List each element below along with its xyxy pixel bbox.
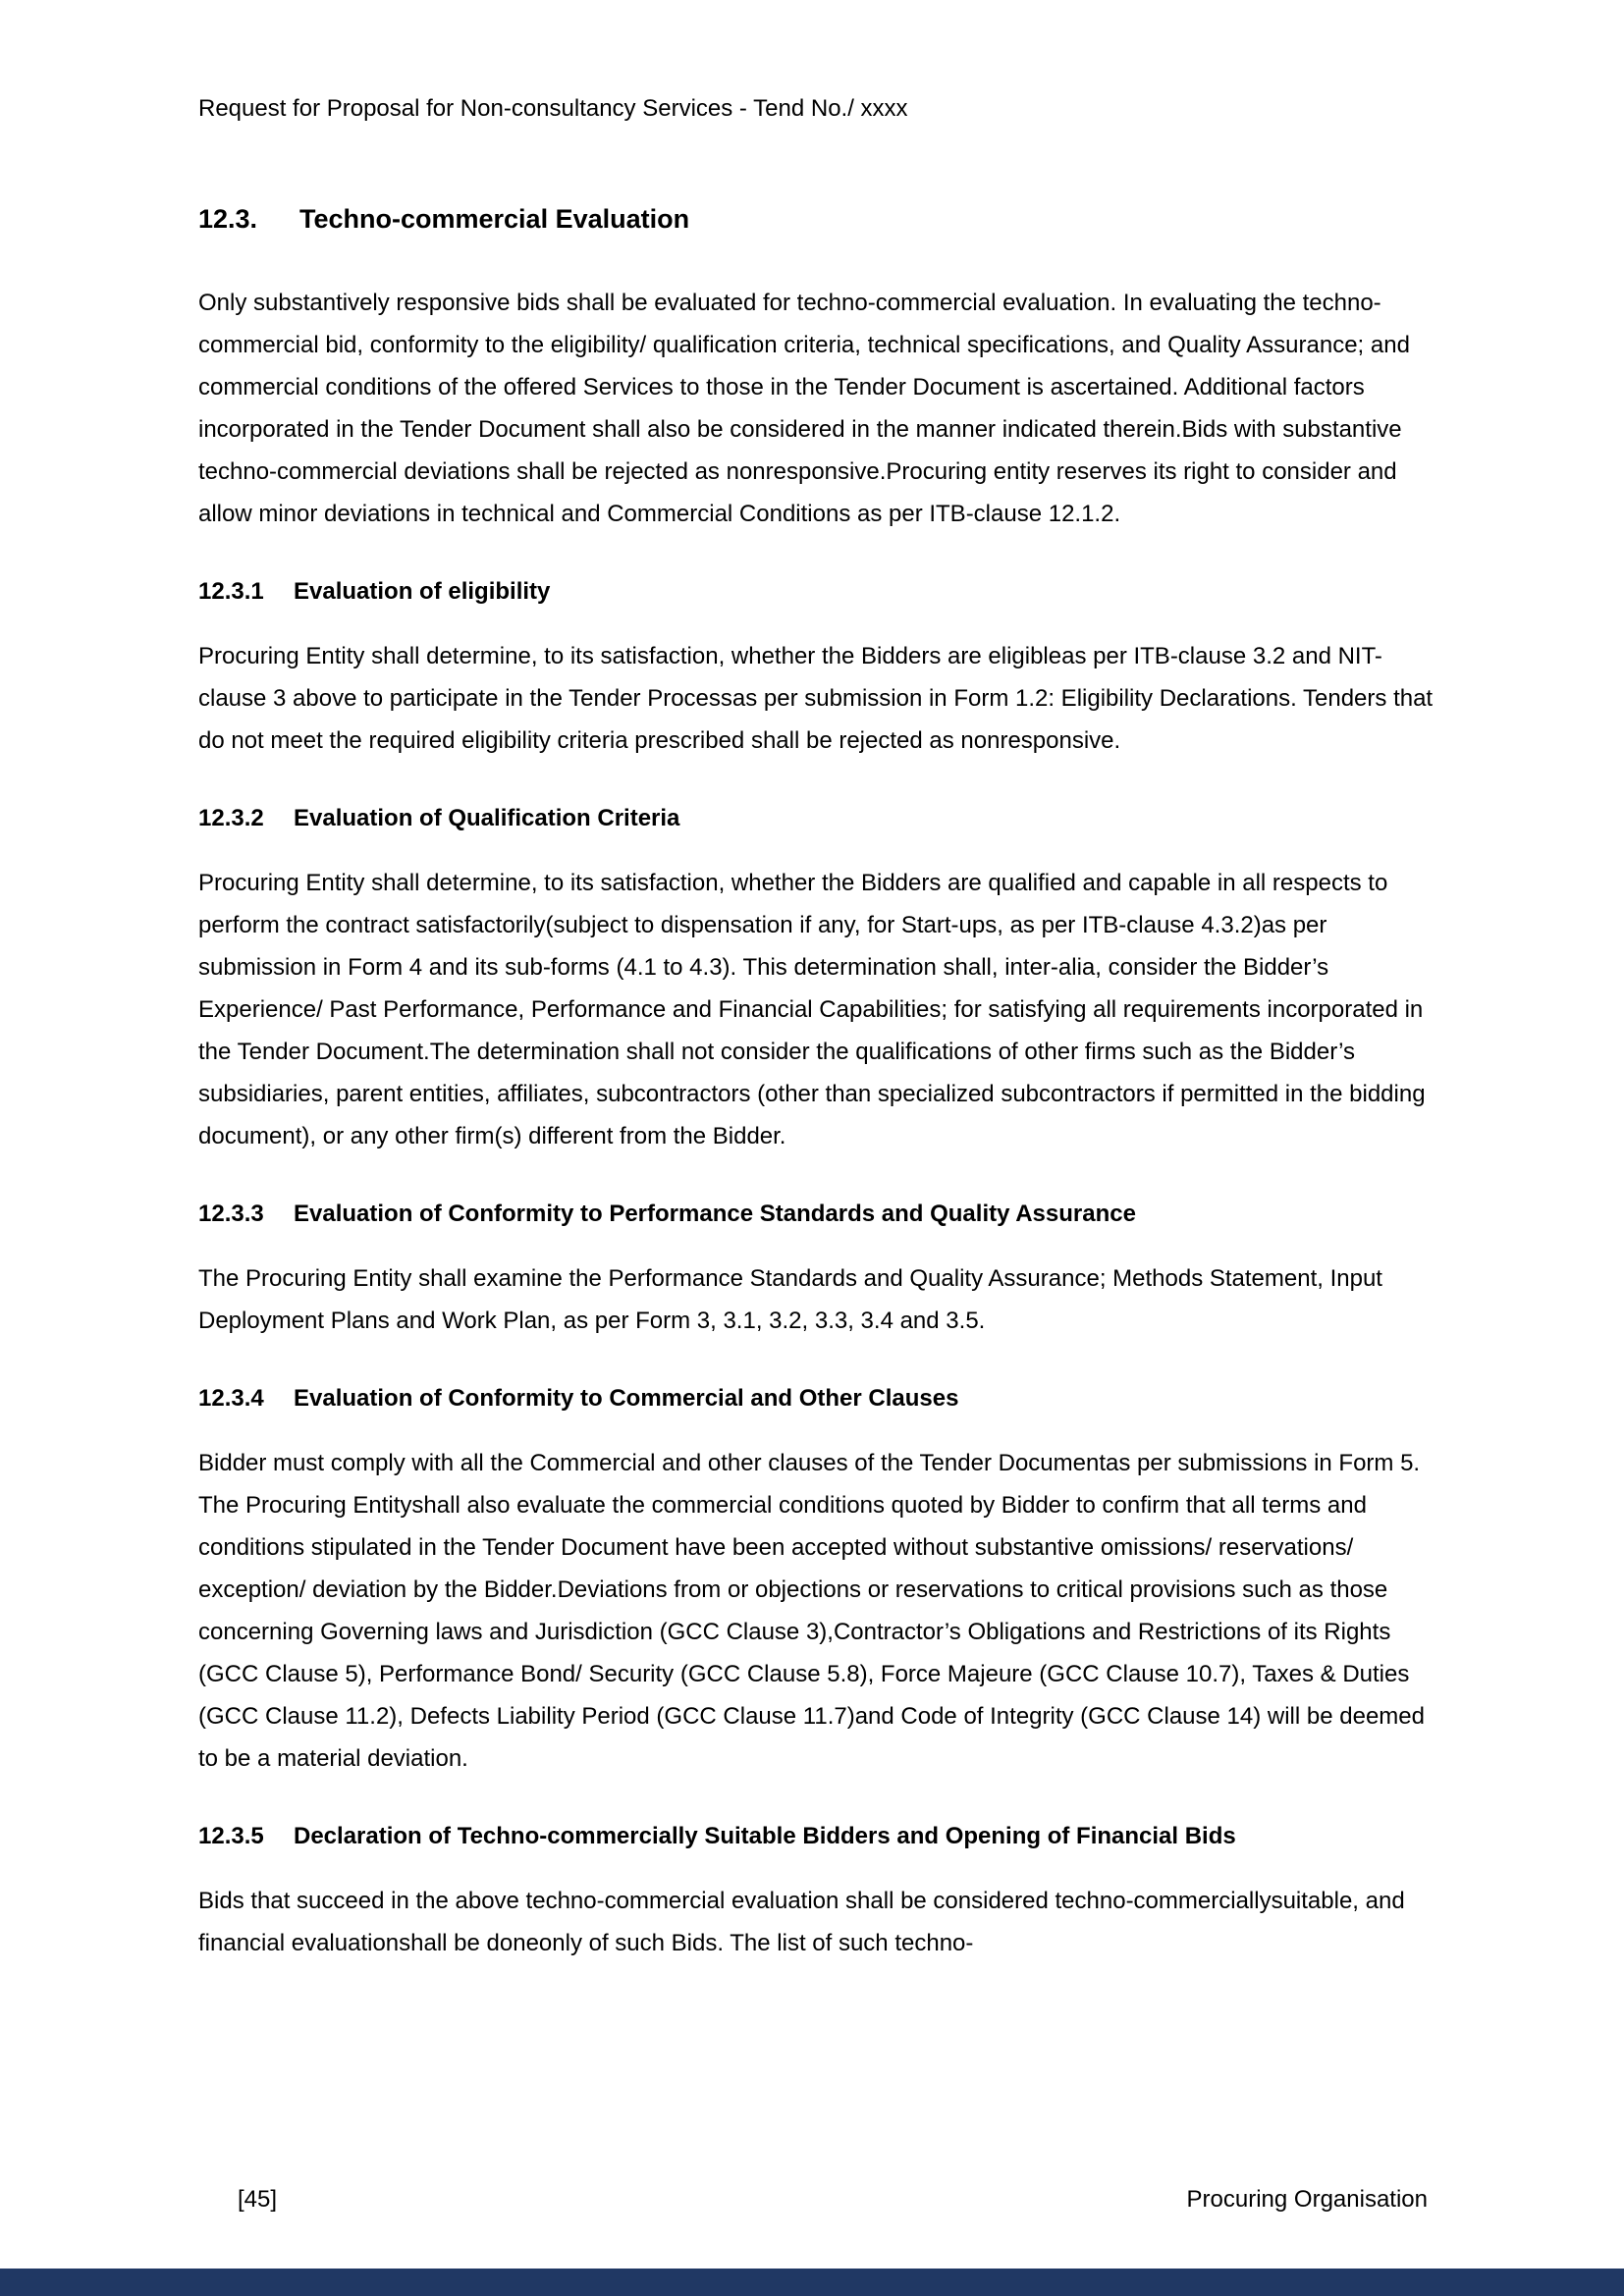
section-heading <box>198 204 1434 235</box>
subsection-heading-12-3-2 <box>198 805 1434 832</box>
subsection-heading-12-3-1 <box>198 578 1434 606</box>
subsection-number: 12.3.2 <box>198 805 264 831</box>
subsection-title: Evaluation of Qualification Criteria <box>294 805 680 831</box>
intro-paragraph: Only substantively responsive bids shall be evaluated for techno-commercial evaluation. In evaluating the techno-commercial bid, conformity to the eligibility/ qualification criteria, technical specifications, and Quality Assurance; and commercial conditions of the offered Services to those in the Tender Document is ascertained. Additional factors incorporated in the Tender Document shall also be considered in the manner indicated therein.Bids with substantive techno-commercial deviations shall be rejected as nonresponsive.Procuring entity reserves its right to consider and allow minor deviations in technical and Commercial Conditions as per ITB-clause 12.1.2. <box>198 290 1410 527</box>
subsection-number: 12.3.1 <box>198 578 264 605</box>
footer-organisation: Procuring Organisation <box>1186 2186 1428 2213</box>
subsection-number: 12.3.5 <box>198 1823 264 1849</box>
section-number: 12.3. <box>198 204 258 234</box>
subsection-title: Evaluation of eligibility <box>294 578 551 605</box>
page-header: Request for Proposal for Non-consultancy Services - Tend No./ xxxx <box>198 95 908 122</box>
subsection-paragraph-12-3-1: Procuring Entity shall determine, to its satisfaction, whether the Bidders are eligibleas per ITB-clause 3.2 and NIT-clause 3 above to participate in the Tender Processas per submission in Form 1.2: Eligibility Declarations. Tenders that do not meet the required eligibility criteria prescribed shall be rejected as nonresponsive. <box>198 643 1434 754</box>
footer-page-number: [45] <box>238 2186 278 2213</box>
document-content <box>198 204 1434 1994</box>
subsection-number: 12.3.3 <box>198 1201 264 1227</box>
subsection-heading-12-3-3 <box>198 1201 1434 1228</box>
subsection-heading-12-3-5 <box>198 1823 1434 1850</box>
subsection-title: Evaluation of Conformity to Commercial and Other Clauses <box>294 1385 959 1412</box>
subsection-heading-12-3-4 <box>198 1385 1434 1413</box>
subsection-title: Evaluation of Conformity to Performance Standards and Quality Assurance <box>294 1201 1136 1227</box>
page-footer <box>198 2186 1428 2214</box>
subsection-paragraph-12-3-3: The Procuring Entity shall examine the Performance Standards and Quality Assurance; Methods Statement, Input Deployment Plans and Work Plan, as per Form 3, 3.1, 3.2, 3.3, 3.4 and 3.5. <box>198 1265 1382 1334</box>
section-title: Techno-commercial Evaluation <box>299 204 690 234</box>
subsection-paragraph-12-3-2: Procuring Entity shall determine, to its satisfaction, whether the Bidders are qualified and capable in all respects to perform the contract satisfactorily(subject to dispensation if any, for Start-ups, as per ITB-clause 4.3.2)as per submission in Form 4 and its sub-forms (4.1 to 4.3). This determination shall, inter-alia, consider the Bidder’s Experience/ Past Performance, Performance and Financial Capabilities; for satisfying all requirements incorporated in the Tender Document.The determination shall not consider the qualifications of other firms such as the Bidder’s subsidiaries, parent entities, affiliates, subcontractors (other than specialized subcontractors if permitted in the bidding document), or any other firm(s) different from the Bidder. <box>198 870 1426 1149</box>
page-bottom-bar <box>0 2269 1624 2296</box>
subsection-number: 12.3.4 <box>198 1385 264 1412</box>
subsection-paragraph-12-3-5: Bids that succeed in the above techno-commercial evaluation shall be considered techno-commerciallysuitable, and financial evaluationshall be doneonly of such Bids. The list of such techno- <box>198 1888 1405 1956</box>
subsection-paragraph-12-3-4: Bidder must comply with all the Commercial and other clauses of the Tender Documentas per submissions in Form 5. The Procuring Entityshall also evaluate the commercial conditions quoted by Bidder to confirm that all terms and conditions stipulated in the Tender Document have been accepted without substantive omissions/ reservations/ exception/ deviation by the Bidder.Deviations from or objections or reservations to critical provisions such as those concerning Governing laws and Jurisdiction (GCC Clause 3),Contractor’s Obligations and Restrictions of its Rights (GCC Clause 5), Performance Bond/ Security (GCC Clause 5.8), Force Majeure (GCC Clause 10.7), Taxes & Duties (GCC Clause 11.2), Defects Liability Period (GCC Clause 11.7)and Code of Integrity (GCC Clause 14) will be deemed to be a material deviation. <box>198 1450 1425 1772</box>
subsection-title: Declaration of Techno-commercially Suitable Bidders and Opening of Financial Bids <box>294 1823 1236 1849</box>
